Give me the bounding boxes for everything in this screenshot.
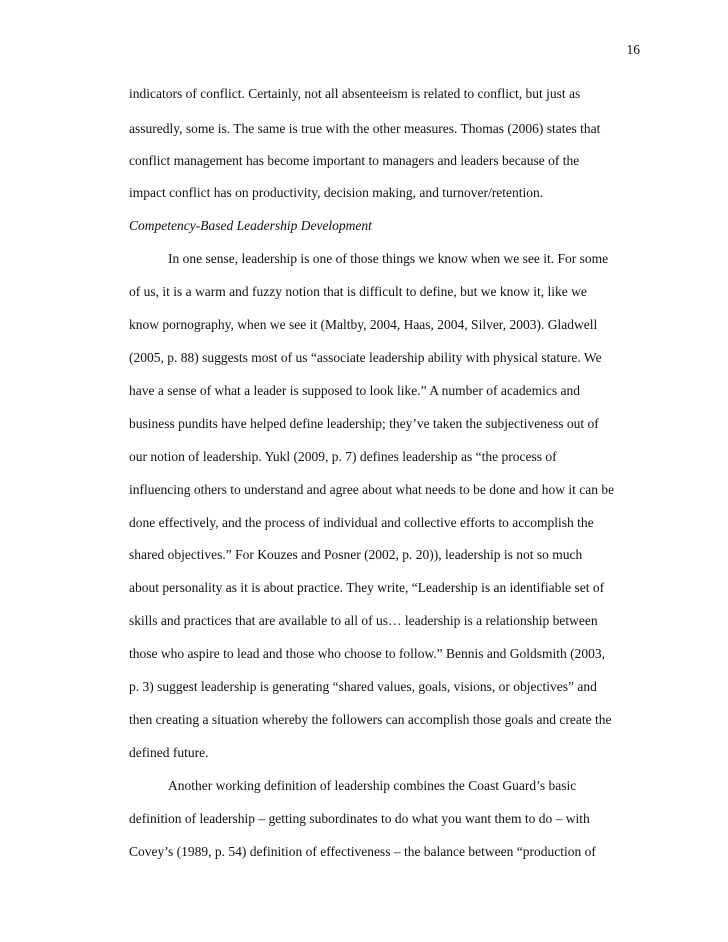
body-line: business pundits have helped define leadership; they’ve taken the subjectiveness out of xyxy=(129,416,599,431)
body-line: our notion of leadership. Yukl (2009, p. 7) defines leadership as “the process of xyxy=(129,449,557,464)
body-line: indicators of conflict. Certainly, not all absenteeism is related to conflict, but just as xyxy=(129,86,581,101)
body-line: about personality as it is about practice. They write, “Leadership is an identifiable set of xyxy=(129,580,605,595)
body-line: conflict management has become important to managers and leaders because of the xyxy=(129,153,580,168)
body-line: skills and practices that are available to all of us… leadership is a relationship between xyxy=(129,613,598,628)
body-line: then creating a situation whereby the followers can accomplish those goals and create the xyxy=(129,712,612,727)
body-line: those who aspire to lead and those who choose to follow.” Bennis and Goldsmith (2003, xyxy=(129,646,606,661)
body-line: influencing others to understand and agree about what needs to be done and how it can be xyxy=(129,482,615,497)
body-line: definition of leadership – getting subordinates to do what you want them to do – with xyxy=(129,811,590,826)
body-line: Covey’s (1989, p. 54) definition of effectiveness – the balance between “production of xyxy=(129,844,596,859)
body-line: of us, it is a warm and fuzzy notion that is difficult to define, but we know it, like we xyxy=(129,284,587,299)
body-line: p. 3) suggest leadership is generating “shared values, goals, visions, or objectives” and xyxy=(129,679,597,694)
section-heading: Competency-Based Leadership Development xyxy=(129,218,372,233)
body-line: shared objectives.” For Kouzes and Posner (2002, p. 20)), leadership is not so much xyxy=(129,547,583,562)
body-line: have a sense of what a leader is supposed to look like.” A number of academics and xyxy=(129,383,580,398)
body-line: (2005, p. 88) suggests most of us “associate leadership ability with physical stature. We xyxy=(129,350,602,365)
body-line: know pornography, when we see it (Maltby, 2004, Haas, 2004, Silver, 2003). Gladwell xyxy=(129,317,598,332)
body-line: In one sense, leadership is one of those things we know when we see it. For some xyxy=(168,251,609,266)
body-line: done effectively, and the process of individual and collective efforts to accomplish the xyxy=(129,515,594,530)
body-line: defined future. xyxy=(129,745,209,760)
body-line: impact conflict has on productivity, decision making, and turnover/retention. xyxy=(129,185,544,200)
page-number: 16 xyxy=(626,42,640,57)
body-line: assuredly, some is. The same is true with the other measures. Thomas (2006) states that xyxy=(129,121,601,136)
body-line: Another working definition of leadership combines the Coast Guard’s basic xyxy=(168,778,577,793)
